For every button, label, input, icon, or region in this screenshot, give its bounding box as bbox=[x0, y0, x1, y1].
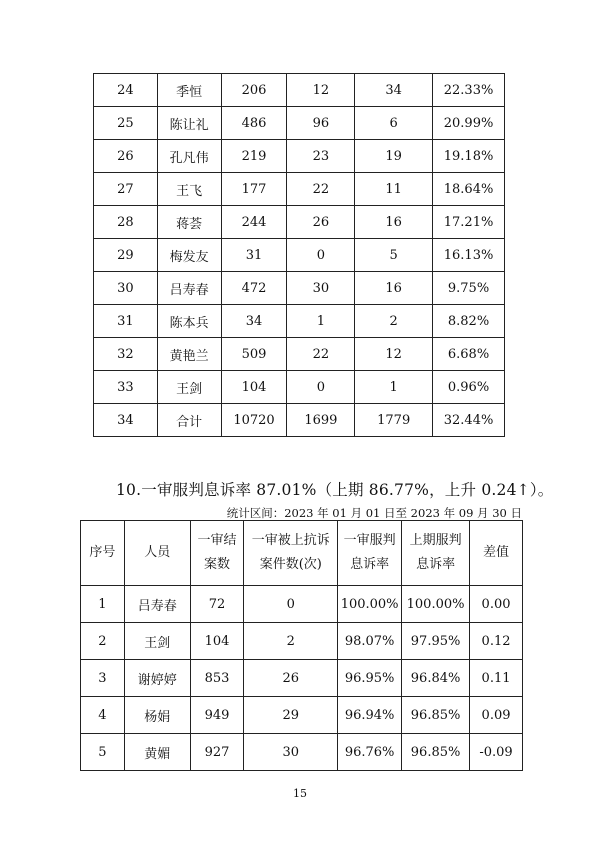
table-cell: 吕寿春 bbox=[124, 586, 190, 623]
table-cell: 29 bbox=[244, 697, 338, 734]
table-cell: 927 bbox=[190, 734, 244, 771]
header-cell-line: 案数 bbox=[204, 557, 231, 572]
table-cell: 20.99% bbox=[433, 107, 505, 140]
acceptance-rate-table bbox=[80, 520, 523, 771]
header-cell-line: 案件数(次) bbox=[259, 557, 322, 572]
table-cell: 72 bbox=[190, 586, 244, 623]
table-row bbox=[81, 660, 523, 697]
table-row bbox=[94, 338, 505, 371]
table-cell: 25 bbox=[94, 107, 158, 140]
table-cell: 96.76% bbox=[338, 734, 402, 771]
table-cell: 0.11 bbox=[470, 660, 523, 697]
table-cell: 12 bbox=[287, 74, 355, 107]
header-cell bbox=[124, 521, 190, 586]
table-cell: 9.75% bbox=[433, 272, 505, 305]
table-row bbox=[94, 404, 505, 437]
table-cell: 177 bbox=[221, 173, 287, 206]
table-cell: 4 bbox=[81, 697, 125, 734]
statistics-period: 统计区间：2023 年 01 月 01 日至 2023 年 09 月 30 日 bbox=[226, 506, 522, 520]
table-cell: 10720 bbox=[221, 404, 287, 437]
header-cell-line: 序号 bbox=[89, 545, 116, 560]
table-cell: 17.21% bbox=[433, 206, 505, 239]
table-cell: 王剑 bbox=[124, 623, 190, 660]
table-cell: 206 bbox=[221, 74, 287, 107]
table-cell: 1699 bbox=[287, 404, 355, 437]
table-cell: 23 bbox=[287, 140, 355, 173]
table-cell: 31 bbox=[94, 305, 158, 338]
table-cell: 853 bbox=[190, 660, 244, 697]
table-cell: 梅发友 bbox=[157, 239, 221, 272]
table-row bbox=[94, 371, 505, 404]
table-cell: 96 bbox=[287, 107, 355, 140]
table-cell: 96.85% bbox=[402, 697, 470, 734]
table-cell: 22 bbox=[287, 338, 355, 371]
table-cell: 486 bbox=[221, 107, 287, 140]
table-row bbox=[94, 140, 505, 173]
header-cell-line: 息诉率 bbox=[416, 557, 456, 572]
page-number: 15 bbox=[293, 787, 307, 800]
header-cell-line: 一审服判 bbox=[343, 533, 396, 548]
table-cell: 季恒 bbox=[157, 74, 221, 107]
header-cell bbox=[402, 521, 470, 586]
table-cell: 杨娟 bbox=[124, 697, 190, 734]
table-cell: 29 bbox=[94, 239, 158, 272]
table-row bbox=[94, 107, 505, 140]
table-cell: 蒋荟 bbox=[157, 206, 221, 239]
acceptance-rate-table-body bbox=[81, 586, 523, 771]
table-cell: 104 bbox=[190, 623, 244, 660]
table-cell: 949 bbox=[190, 697, 244, 734]
table-row bbox=[94, 272, 505, 305]
table-cell: 472 bbox=[221, 272, 287, 305]
table-cell: 32.44% bbox=[433, 404, 505, 437]
table-cell: 黄媚 bbox=[124, 734, 190, 771]
table-cell: 2 bbox=[355, 305, 433, 338]
table-cell: 1 bbox=[81, 586, 125, 623]
table-row bbox=[94, 206, 505, 239]
table-row bbox=[94, 74, 505, 107]
table-row bbox=[81, 586, 523, 623]
table-cell: 吕寿春 bbox=[157, 272, 221, 305]
table-cell: 18.64% bbox=[433, 173, 505, 206]
header-cell bbox=[190, 521, 244, 586]
table-cell: 104 bbox=[221, 371, 287, 404]
table-header-row bbox=[81, 521, 523, 586]
table-cell: 谢婷婷 bbox=[124, 660, 190, 697]
table-cell: 3 bbox=[81, 660, 125, 697]
table-cell: 5 bbox=[355, 239, 433, 272]
table-cell: 26 bbox=[287, 206, 355, 239]
table-cell: 0 bbox=[244, 586, 338, 623]
table-cell: 22 bbox=[287, 173, 355, 206]
table-cell: 96.95% bbox=[338, 660, 402, 697]
header-cell bbox=[470, 521, 523, 586]
table-cell: 32 bbox=[94, 338, 158, 371]
table-cell: 30 bbox=[94, 272, 158, 305]
table-cell: 6 bbox=[355, 107, 433, 140]
table-cell: 王剑 bbox=[157, 371, 221, 404]
table-cell: -0.09 bbox=[470, 734, 523, 771]
table-cell: 22.33% bbox=[433, 74, 505, 107]
table-cell: 11 bbox=[355, 173, 433, 206]
section-heading: 10.一审服判息诉率 87.01%（上期 86.77%，上升 0.24↑）。 bbox=[116, 481, 554, 499]
table-cell: 1 bbox=[287, 305, 355, 338]
table-cell: 黄艳兰 bbox=[157, 338, 221, 371]
table-cell: 27 bbox=[94, 173, 158, 206]
table-cell: 6.68% bbox=[433, 338, 505, 371]
table-cell: 陈让礼 bbox=[157, 107, 221, 140]
table-cell: 16.13% bbox=[433, 239, 505, 272]
table-cell: 王飞 bbox=[157, 173, 221, 206]
ranking-table-body bbox=[94, 74, 505, 437]
table-cell: 98.07% bbox=[338, 623, 402, 660]
table-cell: 100.00% bbox=[338, 586, 402, 623]
table-cell: 30 bbox=[287, 272, 355, 305]
table-row bbox=[81, 734, 523, 771]
header-cell-line: 差值 bbox=[483, 545, 510, 560]
table-cell: 19.18% bbox=[433, 140, 505, 173]
table-cell: 1779 bbox=[355, 404, 433, 437]
table-cell: 34 bbox=[94, 404, 158, 437]
table-cell: 16 bbox=[355, 272, 433, 305]
table-row bbox=[81, 623, 523, 660]
table-cell: 34 bbox=[221, 305, 287, 338]
header-cell bbox=[244, 521, 338, 586]
table-cell: 33 bbox=[94, 371, 158, 404]
table-cell: 8.82% bbox=[433, 305, 505, 338]
table-cell: 100.00% bbox=[402, 586, 470, 623]
table-cell: 96.94% bbox=[338, 697, 402, 734]
header-cell-line: 一审结 bbox=[197, 533, 237, 548]
table-cell: 30 bbox=[244, 734, 338, 771]
table-row bbox=[94, 173, 505, 206]
ranking-table-continued bbox=[93, 73, 505, 437]
table-cell: 2 bbox=[81, 623, 125, 660]
table-cell: 0.00 bbox=[470, 586, 523, 623]
table-cell: 16 bbox=[355, 206, 433, 239]
table-cell: 合计 bbox=[157, 404, 221, 437]
header-cell-line: 一审被上抗诉 bbox=[251, 533, 330, 548]
table-cell: 0.96% bbox=[433, 371, 505, 404]
table-cell: 0 bbox=[287, 239, 355, 272]
table-row bbox=[81, 697, 523, 734]
table-cell: 5 bbox=[81, 734, 125, 771]
table-cell: 28 bbox=[94, 206, 158, 239]
table-cell: 2 bbox=[244, 623, 338, 660]
table-cell: 26 bbox=[94, 140, 158, 173]
header-cell bbox=[81, 521, 125, 586]
table-cell: 0.09 bbox=[470, 697, 523, 734]
table-cell: 509 bbox=[221, 338, 287, 371]
table-cell: 34 bbox=[355, 74, 433, 107]
table-cell: 19 bbox=[355, 140, 433, 173]
header-cell-line: 人员 bbox=[144, 545, 171, 560]
table-cell: 96.84% bbox=[402, 660, 470, 697]
table-cell: 陈本兵 bbox=[157, 305, 221, 338]
table-cell: 97.95% bbox=[402, 623, 470, 660]
table-row bbox=[94, 239, 505, 272]
header-cell-line: 上期服判 bbox=[409, 533, 462, 548]
header-cell bbox=[338, 521, 402, 586]
table-row bbox=[94, 305, 505, 338]
table-cell: 31 bbox=[221, 239, 287, 272]
table-cell: 0.12 bbox=[470, 623, 523, 660]
table-cell: 1 bbox=[355, 371, 433, 404]
table-cell: 12 bbox=[355, 338, 433, 371]
table-cell: 24 bbox=[94, 74, 158, 107]
table-cell: 26 bbox=[244, 660, 338, 697]
table-cell: 孔凡伟 bbox=[157, 140, 221, 173]
table-cell: 244 bbox=[221, 206, 287, 239]
header-cell-line: 息诉率 bbox=[350, 557, 390, 572]
table-cell: 219 bbox=[221, 140, 287, 173]
table-cell: 0 bbox=[287, 371, 355, 404]
table-cell: 96.85% bbox=[402, 734, 470, 771]
